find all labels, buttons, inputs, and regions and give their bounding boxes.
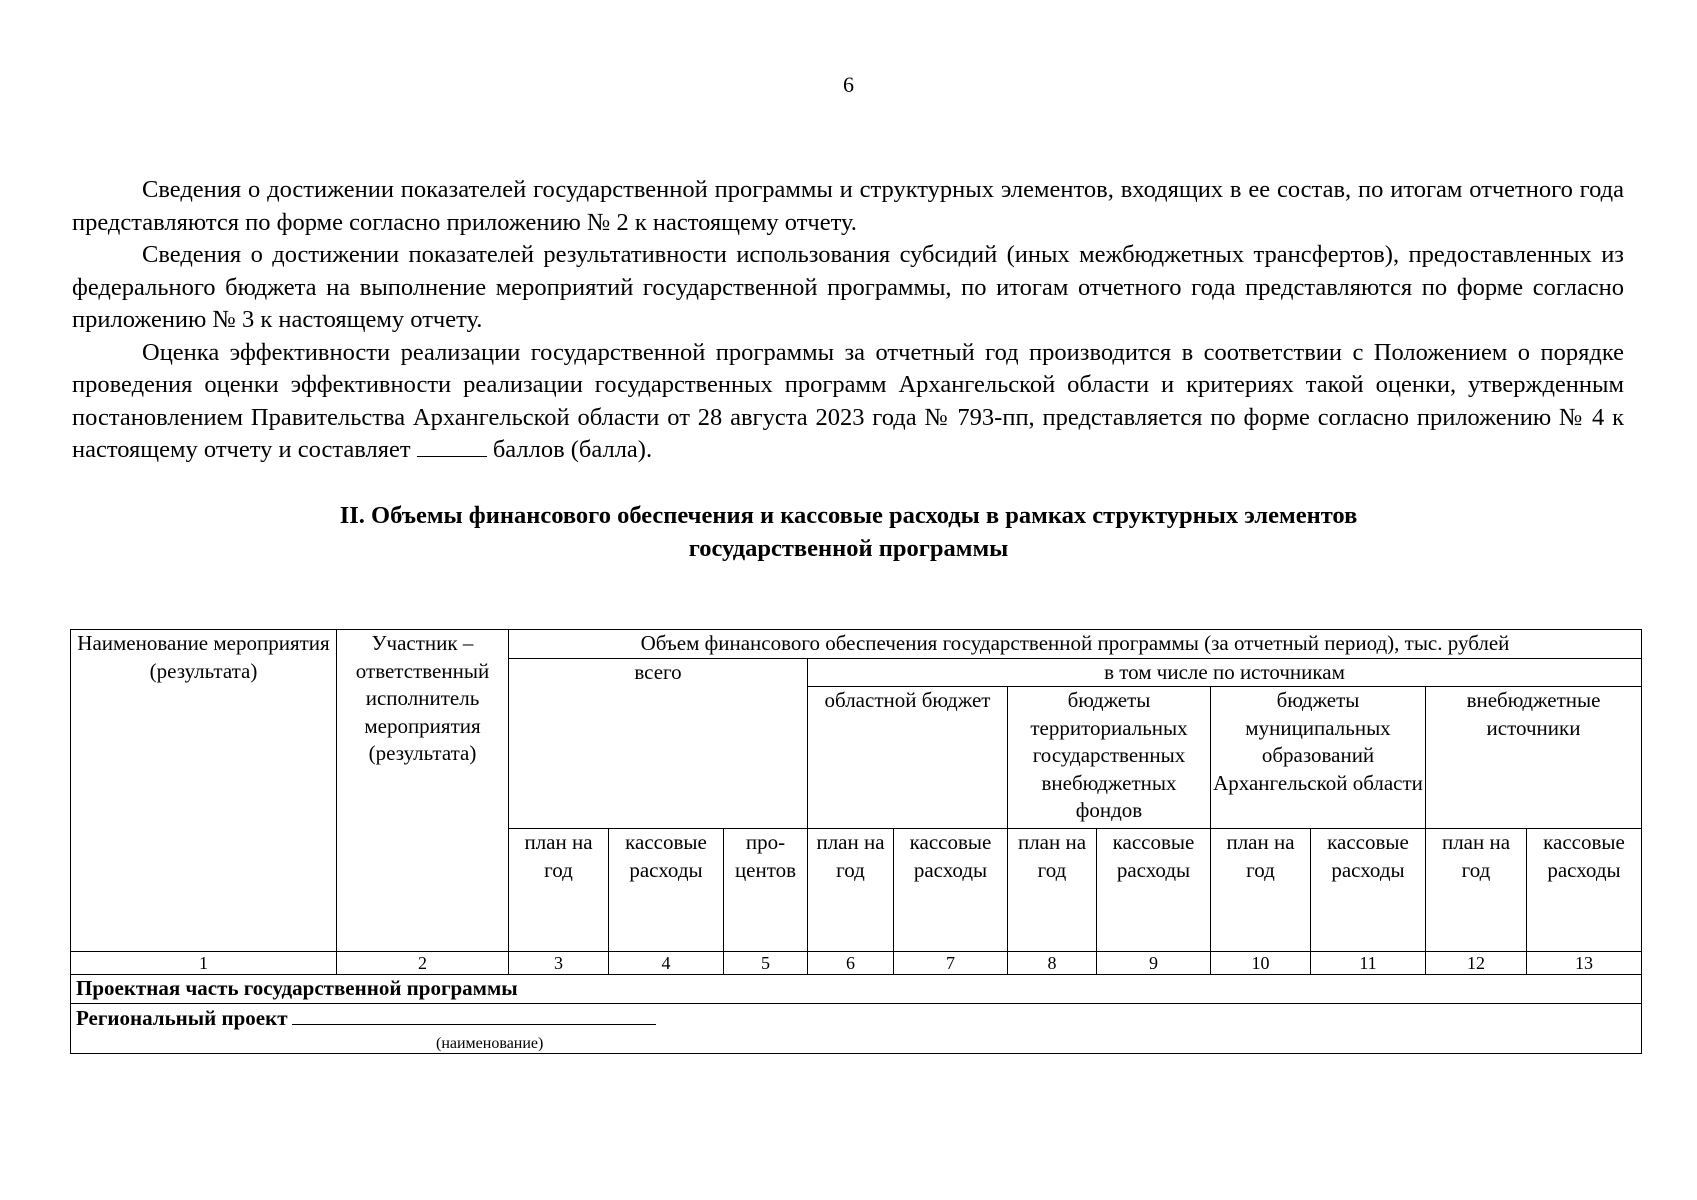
subheader-cash: кассовые расходы	[894, 829, 1008, 952]
header-participant: Участник – ответственный исполнитель мероприятия (результата)	[337, 630, 509, 952]
column-number: 2	[337, 952, 509, 975]
header-volume: Объем финансового обеспечения государственной программы (за отчетный период), тыс. рублей	[509, 630, 1642, 659]
column-number-row	[71, 952, 1642, 975]
header-sources: в том числе по источникам	[808, 658, 1642, 687]
subheader-plan: план на год	[808, 829, 894, 952]
page-number: 6	[843, 72, 854, 97]
project-part-row	[71, 975, 1642, 1004]
header-total: всего	[509, 658, 808, 829]
section-heading	[0, 499, 1697, 565]
header-territorial-funds: бюджеты территориальных государственных внебюджетных фондов	[1008, 687, 1211, 829]
column-number: 12	[1426, 952, 1527, 975]
column-number: 10	[1211, 952, 1311, 975]
subheader-cash: кассовые расходы	[1527, 829, 1642, 952]
column-number: 6	[808, 952, 894, 975]
subheader-plan: план на год	[1008, 829, 1097, 952]
column-number: 3	[509, 952, 609, 975]
body-text	[72, 174, 1624, 467]
regional-project-name-blank	[292, 1004, 656, 1025]
score-blank	[417, 436, 487, 457]
subheader-plan: план на год	[1211, 829, 1311, 952]
subheader-cash: кассовые расходы	[609, 829, 724, 952]
section-heading-line2: государственной программы	[688, 535, 1009, 562]
header-name: Наименование мероприятия (результата)	[71, 630, 337, 952]
paragraph-evaluation	[72, 337, 1624, 467]
column-number: 9	[1097, 952, 1211, 975]
subheader-plan: план на год	[1426, 829, 1527, 952]
paragraph-indicators: Сведения о достижении показателей государственной программы и структурных элементов, входящих в ее состав, по итогам отчетного года представляются по форме согласно приложению № 2 к настоящему отчету.	[72, 176, 1624, 236]
paragraph-subsidies: Сведения о достижении показателей результативности использования субсидий (иных межбюджетных трансфертов), предоставленных из федерального бюджета на выполнение мероприятий государственной программы, по итогам отчетного года представляются по форме согласно приложению № 3 к настоящему отчету.	[72, 241, 1624, 333]
column-number: 1	[71, 952, 337, 975]
header-regional-budget: областной бюджет	[808, 687, 1008, 829]
section-heading-line1: II. Объемы финансового обеспечения и кассовые расходы в рамках структурных элементов	[339, 502, 1358, 529]
subheader-cash: кассовые расходы	[1097, 829, 1211, 952]
subheader-cash: кассовые расходы	[1311, 829, 1426, 952]
regional-project-cell	[71, 1004, 1642, 1054]
financing-table	[70, 629, 1642, 1054]
header-municipal-budgets: бюджеты муниципальных образований Архангельской области	[1211, 687, 1426, 829]
paragraph-evaluation-text: Оценка эффективности реализации государственной программы за отчетный год производится в соответствии с Положением о порядке проведения оценки эффективности реализации государственных программ Архангельской области и критериях такой оценки, утвержденным постановлением Правительства Архангельской области от 28 августа 2023 года № 793-пп, представляется по форме согласно приложению № 4 к настоящему отчету и составляет	[72, 338, 1624, 463]
paragraph-evaluation-end: баллов (балла).	[492, 436, 653, 463]
subheader-plan: план на год	[509, 829, 609, 952]
column-number: 5	[724, 952, 808, 975]
column-number: 7	[894, 952, 1008, 975]
column-number: 8	[1008, 952, 1097, 975]
project-part-label: Проектная часть государственной программы	[71, 975, 1642, 1004]
regional-project-label: Региональный проект	[76, 1006, 288, 1030]
regional-project-hint: (наименование)	[436, 1034, 544, 1052]
column-number: 11	[1311, 952, 1426, 975]
column-number: 4	[609, 952, 724, 975]
header-extrabudgetary: внебюджетные источники	[1426, 687, 1642, 829]
regional-project-row	[71, 1004, 1642, 1054]
column-number: 13	[1527, 952, 1642, 975]
subheader-percent: про-центов	[724, 829, 808, 952]
